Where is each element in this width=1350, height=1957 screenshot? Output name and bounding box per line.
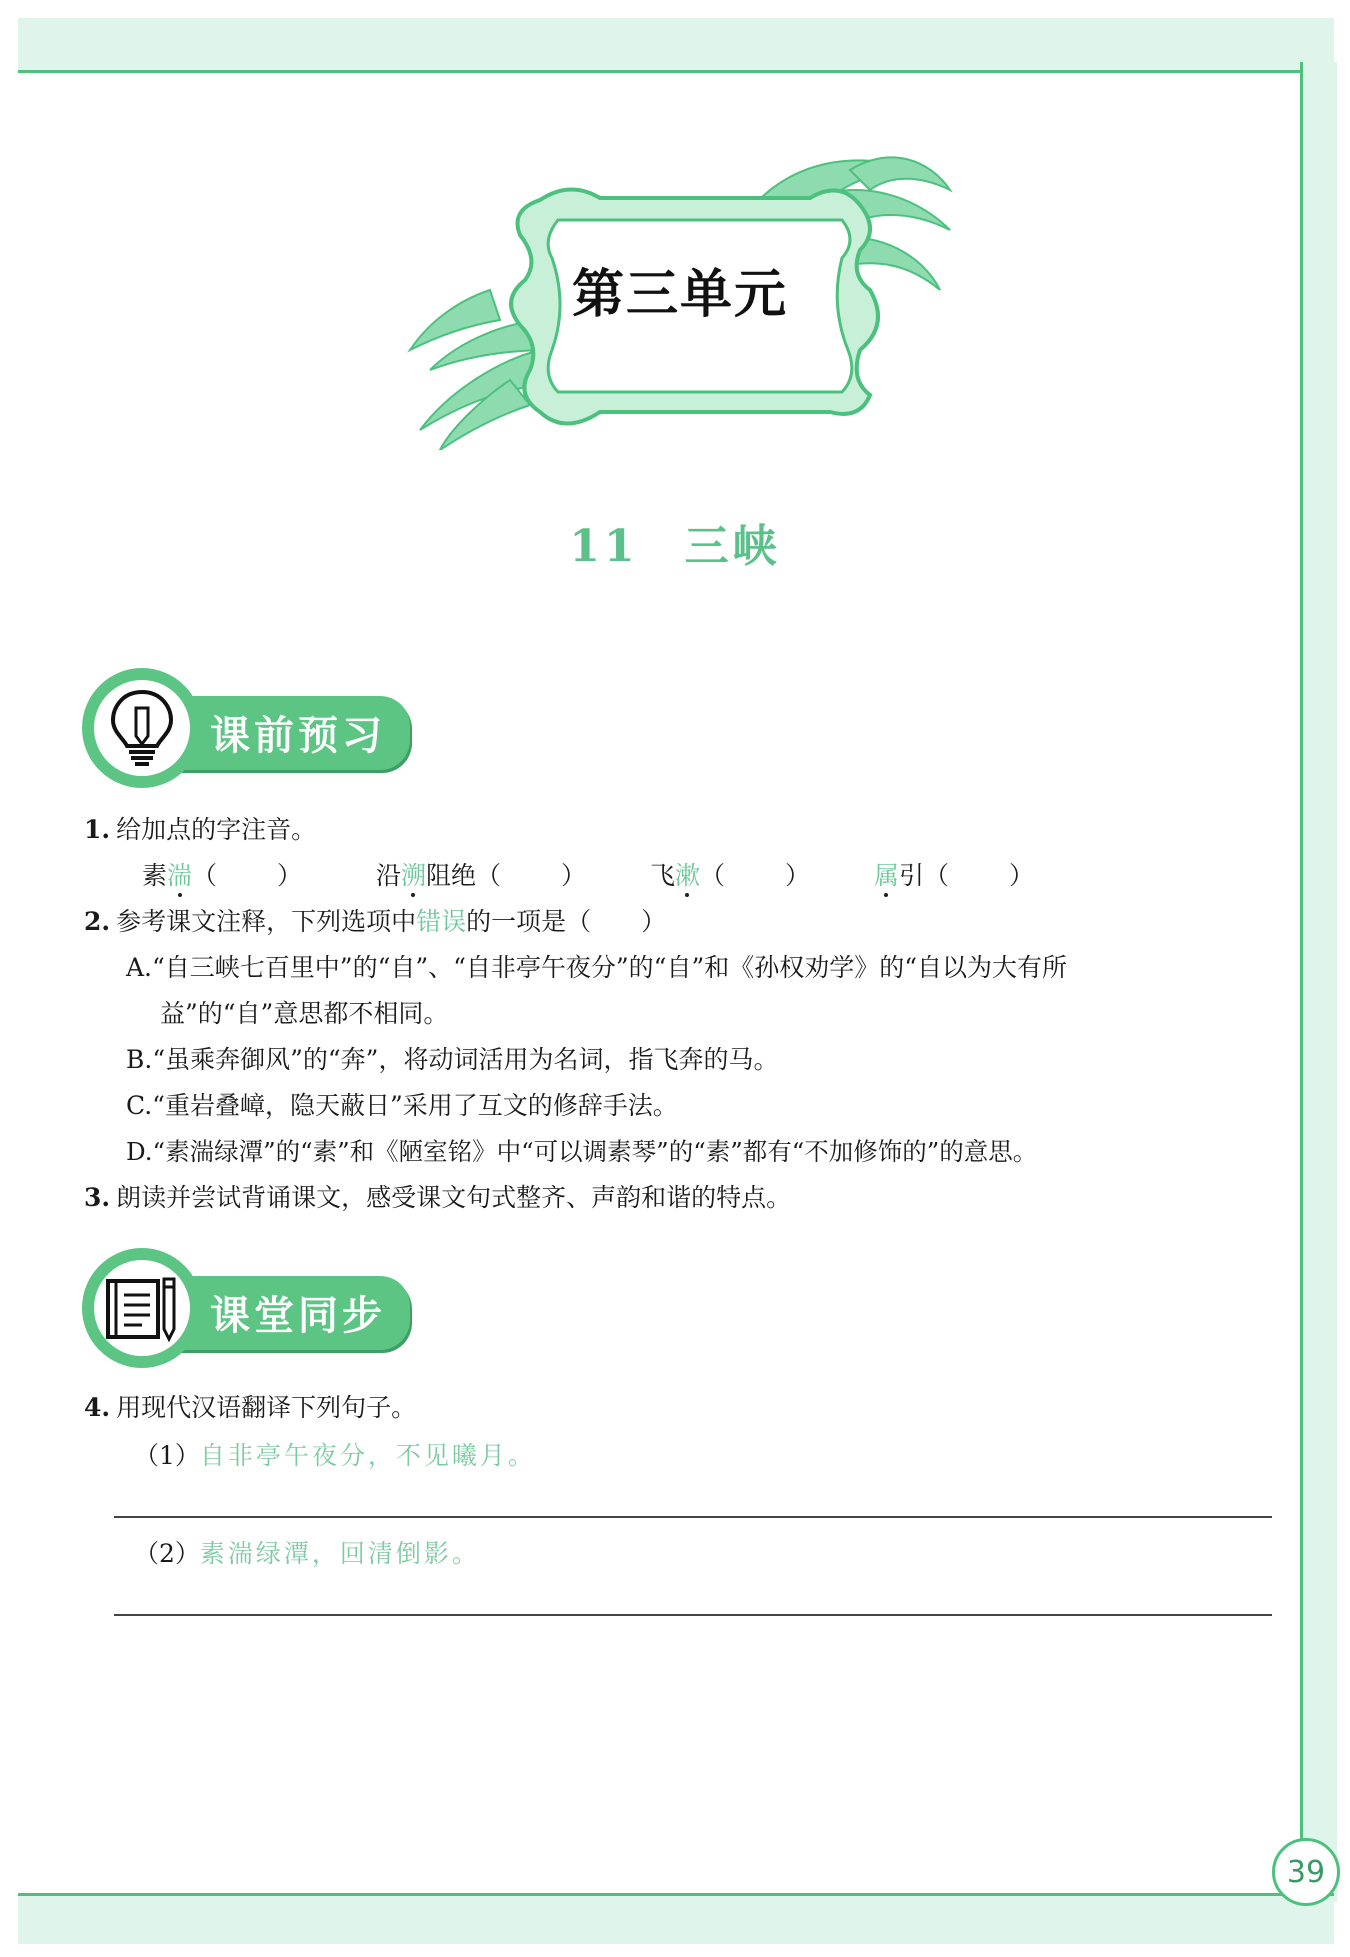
question-1-items bbox=[142, 860, 1034, 892]
question-1-prompt: 1. 给加点的字注音。 bbox=[84, 815, 317, 844]
page-frame-bottom bbox=[18, 1893, 1334, 1944]
page-frame-right bbox=[1300, 62, 1337, 1902]
section-label: 课堂同步 bbox=[210, 1293, 386, 1339]
q4-sentence-2: （2）素湍绿潭，回清倒影。 bbox=[134, 1539, 480, 1568]
q2-option-c: C.“重岩叠嶂，隐天蔽日”采用了互文的修辞手法。 bbox=[126, 1091, 678, 1120]
section-header-classroom bbox=[82, 1248, 412, 1378]
lesson-name: 三峡 bbox=[684, 521, 781, 572]
answer-line-2[interactable] bbox=[114, 1614, 1272, 1616]
q2-option-a-line2: 益”的“自”意思都不相同。 bbox=[160, 999, 449, 1028]
lightbulb-icon bbox=[107, 688, 177, 768]
section-icon-ring bbox=[82, 668, 202, 788]
q2-option-b: B.“虽乘奔御风”的“奔”，将动词活用为名词，指飞奔的马。 bbox=[126, 1045, 779, 1074]
question-4-prompt: 4. 用现代汉语翻译下列句子。 bbox=[84, 1393, 417, 1422]
q1-item-1: 素湍（ ） bbox=[142, 861, 303, 890]
section-label: 课前预习 bbox=[210, 713, 386, 759]
notebook-pencil-icon bbox=[102, 1273, 182, 1343]
q2-option-d: D.“素湍绿潭”的“素”和《陋室铭》中“可以调素琴”的“素”都有“不加修饰的”的意思。 bbox=[126, 1137, 1038, 1166]
page-frame-top bbox=[18, 18, 1334, 73]
lesson-number: 11 bbox=[569, 521, 639, 572]
page-number: 39 bbox=[1272, 1838, 1340, 1906]
answer-line-1[interactable] bbox=[114, 1516, 1272, 1518]
question-3: 3. 朗读并尝试背诵课文，感受课文句式整齐、声韵和谐的特点。 bbox=[84, 1183, 792, 1212]
q1-item-4: 属引（ ） bbox=[873, 861, 1034, 890]
q1-item-2: 沿溯阻绝（ ） bbox=[375, 861, 587, 890]
lesson-title bbox=[0, 510, 1350, 574]
question-2-prompt: 2. 参考课文注释，下列选项中错误的一项是（ ） bbox=[84, 907, 667, 936]
section-icon-ring bbox=[82, 1248, 202, 1368]
section-header-preview bbox=[82, 668, 412, 798]
q1-item-3: 飞漱（ ） bbox=[649, 861, 811, 890]
q4-sentence-1: （1）自非亭午夜分，不见曦月。 bbox=[134, 1441, 536, 1470]
unit-title: 第三单元 bbox=[571, 265, 788, 325]
q2-option-a-line1: A.“自三峡七百里中”的“自”、“自非亭午夜分”的“自”和《孙权劝学》的“自以为大有所 bbox=[126, 953, 1068, 982]
